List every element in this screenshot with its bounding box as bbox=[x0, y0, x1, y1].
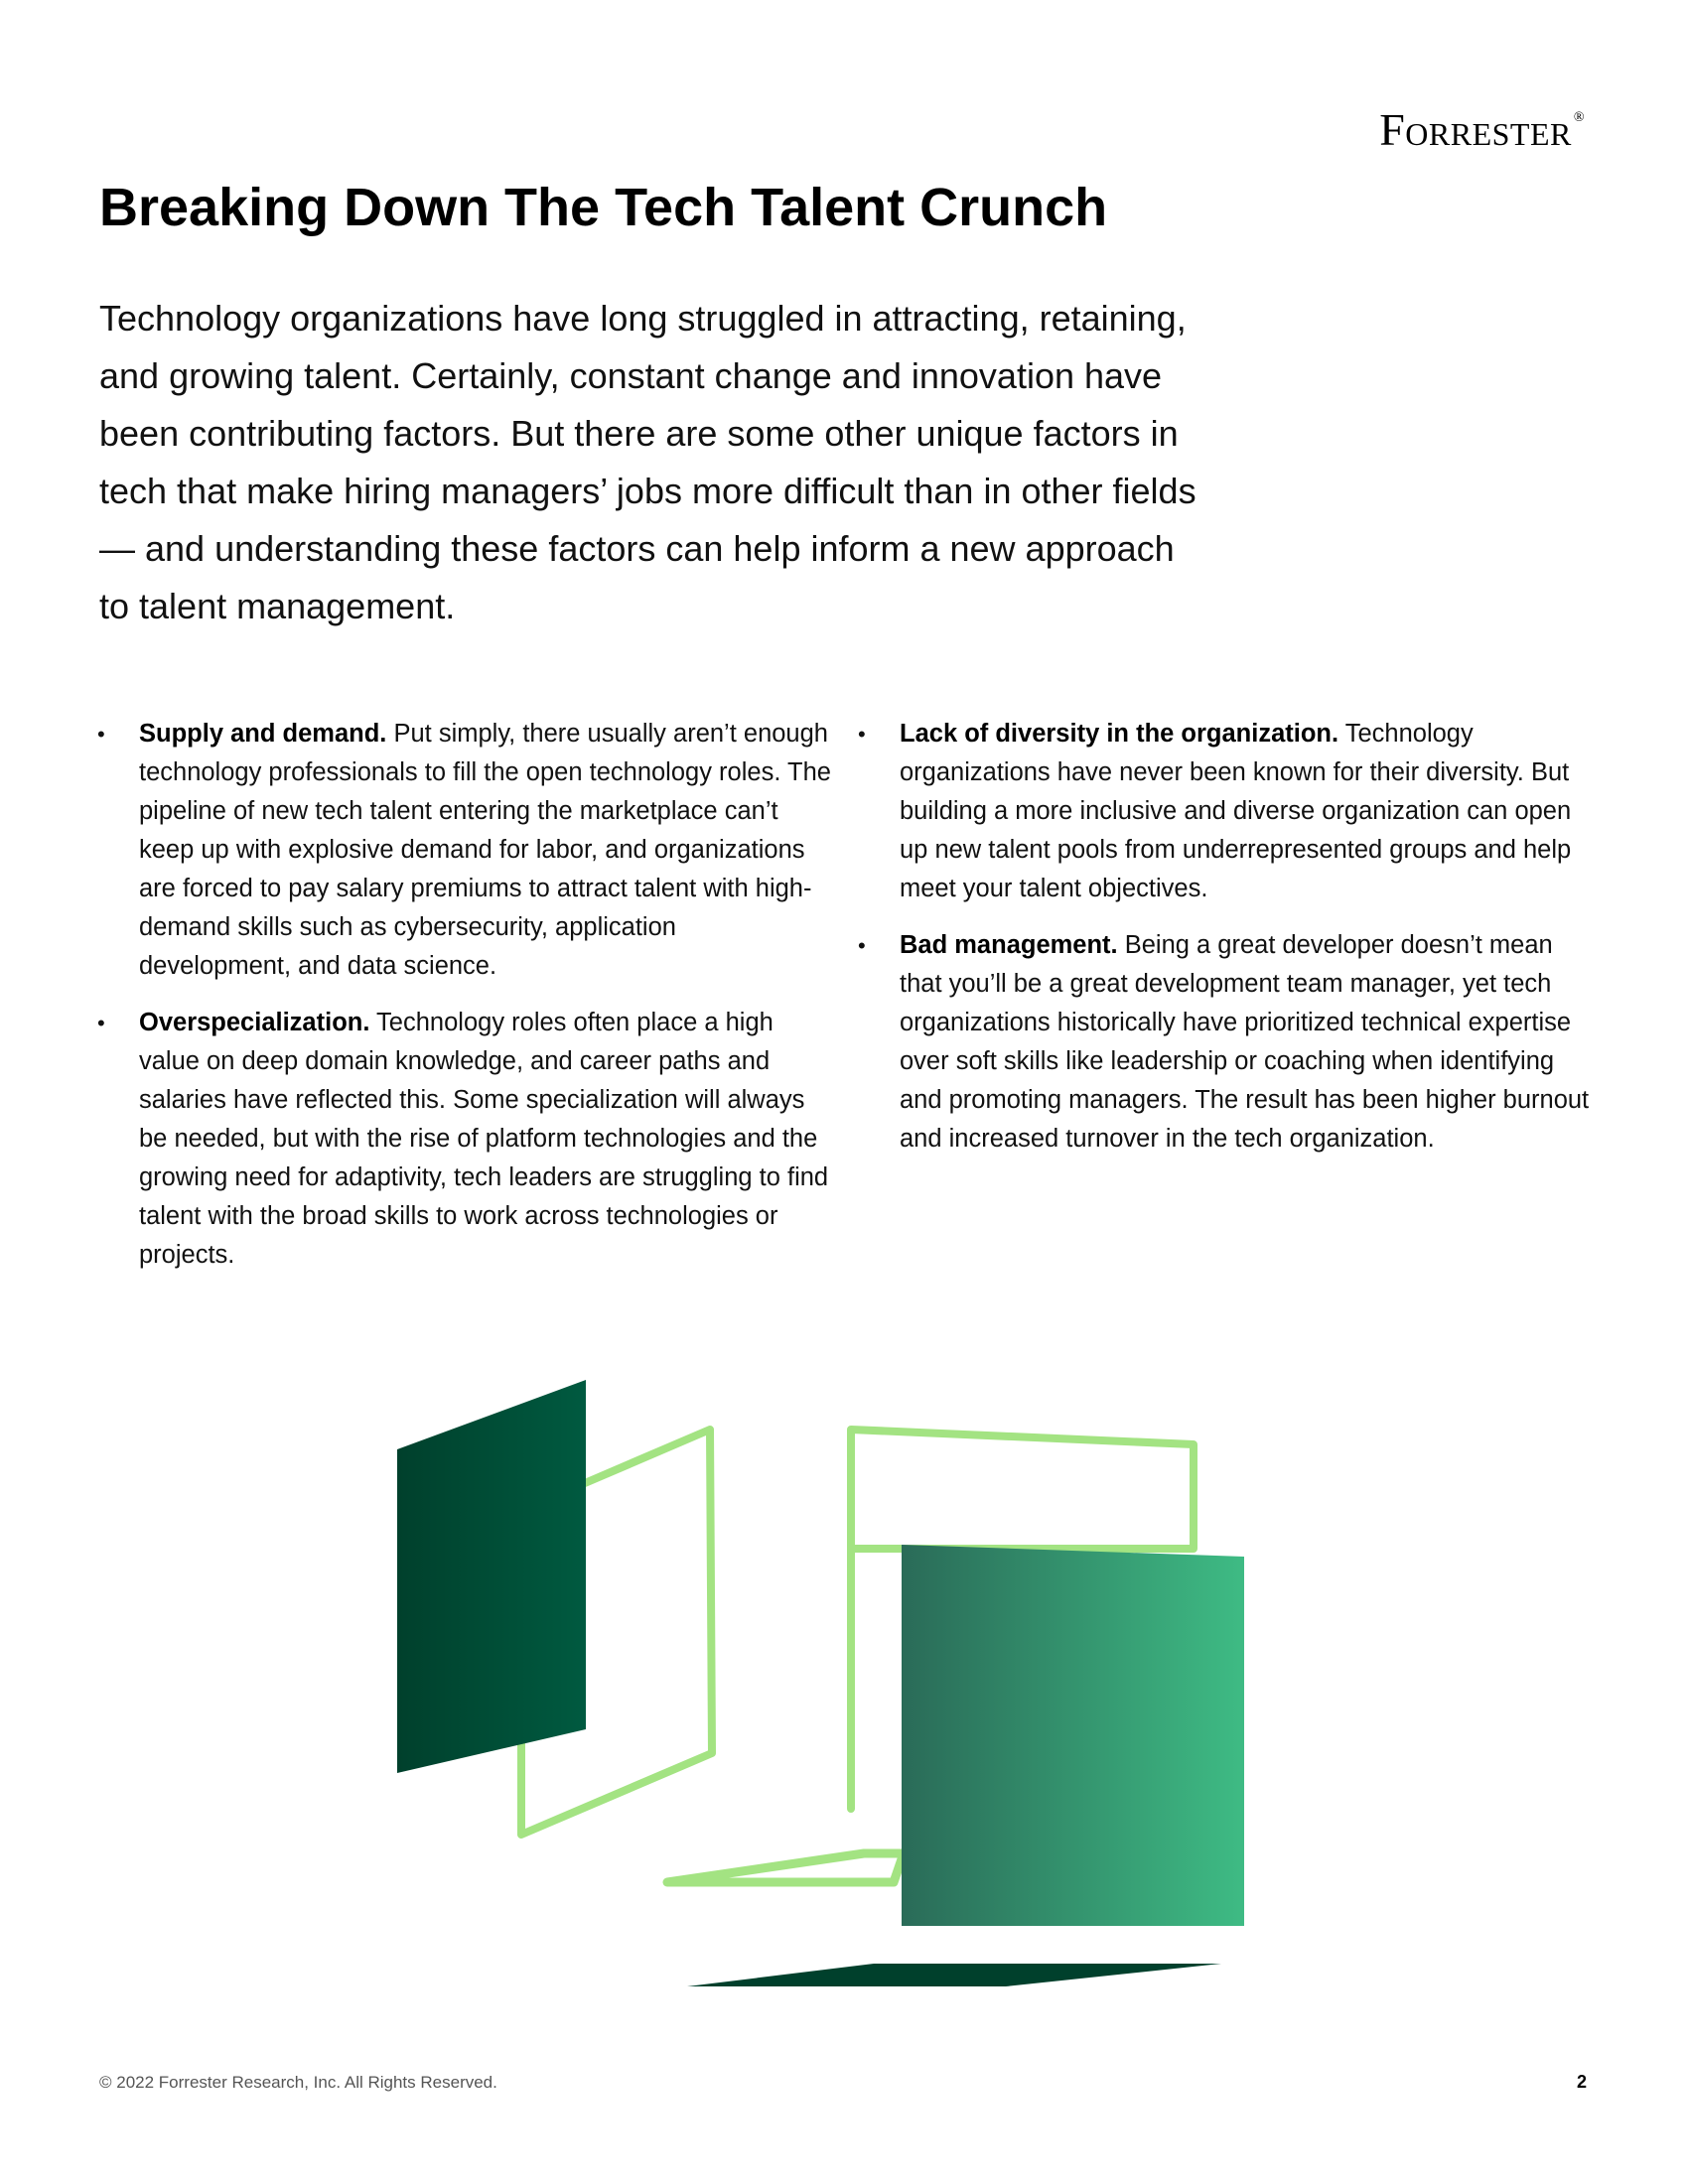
bullet-item-diversity bbox=[860, 715, 1595, 908]
bullet-icon: • bbox=[858, 933, 866, 958]
bullet-list-left bbox=[99, 715, 834, 1275]
bullet-heading: Bad management. bbox=[900, 931, 1118, 959]
footer-copyright: © 2022 Forrester Research, Inc. All Rights Reserved. bbox=[99, 2073, 497, 2092]
bullet-item-bad-management bbox=[860, 926, 1595, 1159]
page-number: 2 bbox=[1576, 2072, 1587, 2092]
bullet-text: Being a great developer doesn’t mean that you’ll be a great development team manager, yet tech organizations historically have prioritized technical expertise over soft skills like leadership or coaching when identifying and promoting managers. The result has been higher burnout and increased turnover in the tech organization. bbox=[900, 931, 1590, 1153]
bullet-text: Technology roles often place a high value on deep domain knowledge, and career paths and salaries have reflected this. Some specialization will always be needed, but with the rise of platform technologies and the growing need for adaptivity, tech leaders are struggling to find talent with the broad skills to work across technologies or projects. bbox=[139, 1009, 829, 1269]
logo-text: Forrester bbox=[1379, 104, 1572, 155]
bullet-text: Put simply, there usually aren’t enough technology professionals to fill the open technology roles. The pipeline of new tech talent entering the marketplace can’t keep up with explosive demand for labor, and organizations are forced to pay salary premiums to attract talent with high-demand skills such as cybersecurity, application development, and data science. bbox=[139, 720, 831, 980]
bullet-heading: Overspecialization. bbox=[139, 1009, 370, 1036]
bullet-heading: Supply and demand. bbox=[139, 720, 387, 748]
bullet-icon: • bbox=[858, 722, 866, 747]
bullet-icon: • bbox=[97, 722, 105, 747]
gradient-panel-right bbox=[902, 1545, 1244, 1926]
outline-frame-base bbox=[667, 1853, 904, 1882]
bullet-item-supply-demand bbox=[99, 715, 834, 986]
forrester-logo bbox=[1379, 103, 1585, 156]
registered-mark: ® bbox=[1573, 110, 1585, 125]
bullet-text: Technology organizations have never been known for their diversity. But building a more inclusive and diverse organization can open up new talent pools from underrepresented groups and help meet your talent objectives. bbox=[900, 720, 1572, 902]
dark-panel-left bbox=[397, 1380, 586, 1773]
bullet-item-overspecialization bbox=[99, 1004, 834, 1275]
left-column bbox=[99, 715, 834, 1293]
abstract-panels-illustration bbox=[0, 1350, 1688, 2005]
right-column bbox=[860, 715, 1595, 1176]
bullet-icon: • bbox=[97, 1011, 105, 1035]
bullet-heading: Lack of diversity in the organization. bbox=[900, 720, 1339, 748]
intro-paragraph: Technology organizations have long struggled in attracting, retaining, and growing talent. Certainly, constant change and innovation have been contributing factors. But there are some other unique factors in tech that make hiring managers’ jobs more difficult than in other fields — and understanding these factors can help inform a new approach to talent management. bbox=[99, 298, 1196, 626]
bullet-list-right bbox=[860, 715, 1595, 1159]
page-title: Breaking Down The Tech Talent Crunch bbox=[99, 178, 1108, 237]
floor-shadow-panel bbox=[687, 1964, 1221, 1986]
